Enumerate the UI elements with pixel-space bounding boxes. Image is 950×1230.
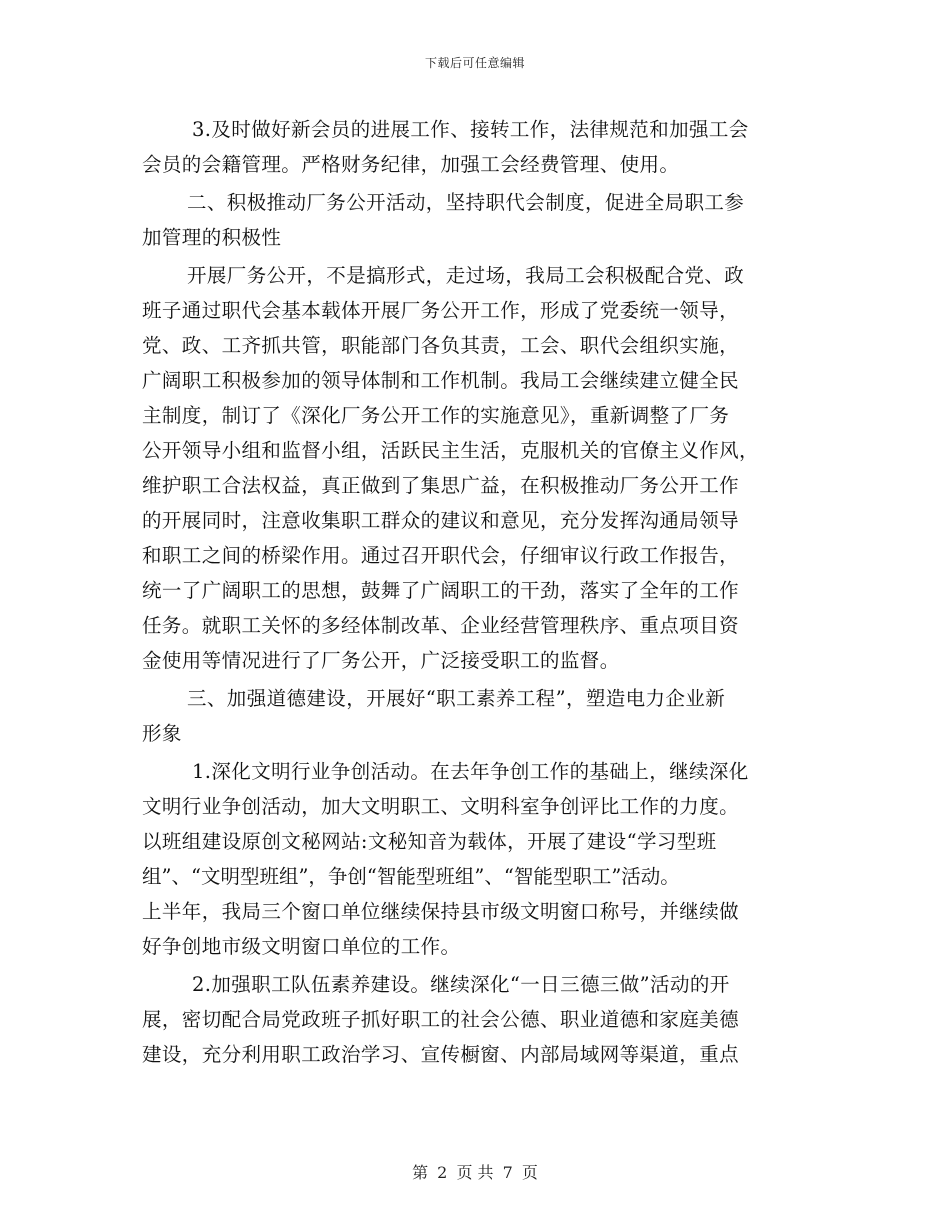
section-heading-line: 二、积极推动厂务公开活动，坚持职代会制度，促进全局职工参 bbox=[187, 191, 745, 214]
paragraph-line: 广阔职工积极参加的领导体制和工作机制。我局工会继续建立健全民 bbox=[142, 369, 740, 392]
paragraph-line: 维护职工合法权益，真正做到了集思广益，在积极推动厂务公开工作 bbox=[142, 474, 740, 497]
paragraph-line: 的开展同时，注意收集职工群众的建议和意见，充分发挥沟通局领导 bbox=[142, 509, 740, 532]
paragraph-line: 党、政、工齐抓共管，职能部门各负其责，工会、职代会组织实施， bbox=[142, 334, 740, 357]
paragraph-line: 金使用等情况进行了厂务公开，广泛接受职工的监督。 bbox=[142, 649, 620, 672]
footer-suffix: 页 bbox=[521, 1163, 538, 1182]
paragraph-line: 任务。就职工关怀的多经体制改革、企业经营管理秩序、重点项目资 bbox=[142, 614, 740, 637]
paragraph-line: 组”、“文明型班组”，争创“智能型班组”、“智能型职工”活动。 bbox=[142, 865, 680, 888]
page-header-note: 下载后可任意编辑 bbox=[424, 56, 525, 70]
paragraph-line: 会员的会籍管理。严格财务纪律，加强工会经费管理、使用。 bbox=[142, 153, 680, 176]
paragraph-line: 1.深化文明行业争创活动。在去年争创工作的基础上，继续深化 bbox=[192, 760, 749, 783]
section-heading-line: 加管理的积极性 bbox=[142, 226, 282, 249]
paragraph-line: 公开领导小组和监督小组，活跃民主生活，克服机关的官僚主义作风， bbox=[142, 439, 759, 462]
footer-total-pages: 7 bbox=[502, 1163, 513, 1182]
section-heading-line: 形象 bbox=[142, 722, 182, 745]
paragraph-line: 3.及时做好新会员的进展工作、接转工作，法律规范和加强工会 bbox=[192, 118, 749, 141]
paragraph-line: 统一了广阔职工的思想，鼓舞了广阔职工的干劲，落实了全年的工作 bbox=[142, 579, 740, 602]
paragraph-line: 文明行业争创活动，加大文明职工、文明科室争创评比工作的力度。 bbox=[142, 795, 740, 818]
paragraph-line: 主制度，制订了《深化厂务公开工作的实施意见》，重新调整了厂务 bbox=[142, 404, 730, 427]
paragraph-line: 建设，充分利用职工政治学习、宣传橱窗、内部局域网等渠道，重点 bbox=[142, 1043, 740, 1066]
paragraph-line: 上半年，我局三个窗口单位继续保持县市级文明窗口称号，并继续做 bbox=[142, 900, 740, 923]
footer-prefix: 第 bbox=[412, 1163, 429, 1182]
footer-current-page: 2 bbox=[437, 1163, 448, 1182]
paragraph-line: 以班组建设原创文秘网站:文秘知音为载体，开展了建设“学习型班 bbox=[142, 830, 717, 853]
footer-middle: 页 共 bbox=[456, 1163, 494, 1182]
paragraph-line: 开展厂务公开，不是搞形式，走过场，我局工会积极配合党、政 bbox=[187, 264, 745, 287]
paragraph-line: 展，密切配合局党政班子抓好职工的社会公德、职业道德和家庭美德 bbox=[142, 1008, 740, 1031]
paragraph-line: 班子通过职代会基本载体开展厂务公开工作，形成了党委统一领导， bbox=[142, 299, 740, 322]
paragraph-line: 好争创地市级文明窗口单位的工作。 bbox=[142, 935, 461, 958]
section-heading-line: 三、加强道德建设，开展好“职工素养工程”，塑造电力企业新 bbox=[187, 687, 726, 710]
paragraph-line: 2.加强职工队伍素养建设。继续深化“一日三德三做”活动的开 bbox=[192, 973, 730, 996]
document-body bbox=[142, 112, 810, 1072]
paragraph-line: 和职工之间的桥梁作用。通过召开职代会，仔细审议行政工作报告， bbox=[142, 544, 740, 567]
page-number-footer bbox=[0, 1160, 950, 1183]
